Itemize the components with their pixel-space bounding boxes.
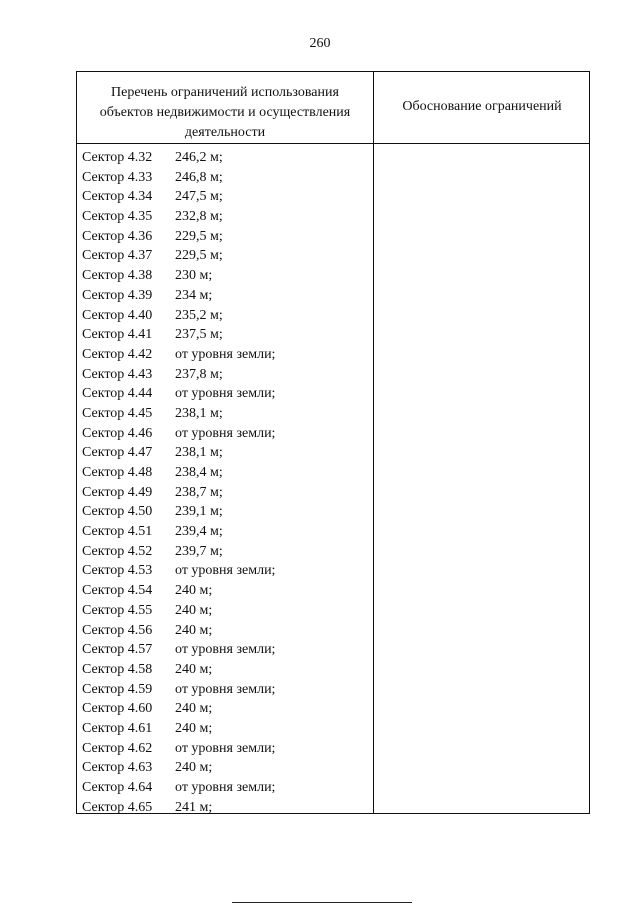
- sector-label: Сектор 4.38: [82, 268, 153, 284]
- table-row: [77, 266, 373, 286]
- table-row: [77, 522, 373, 542]
- height-restriction-value: 237,8 м;: [175, 366, 223, 382]
- sector-label: Сектор 4.57: [82, 642, 153, 658]
- sector-label: Сектор 4.56: [82, 622, 153, 638]
- height-restriction-value: 246,8 м;: [175, 169, 223, 185]
- height-restriction-value: от уровня земли;: [175, 681, 276, 697]
- height-restriction-value: 229,5 м;: [175, 228, 223, 244]
- table-row: [77, 719, 373, 739]
- sector-label: Сектор 4.32: [82, 150, 153, 165]
- height-restriction-value: 239,7 м;: [175, 543, 223, 559]
- sector-label: Сектор 4.47: [82, 445, 153, 461]
- height-restriction-value: 229,5 м;: [175, 248, 223, 264]
- table-row: [77, 581, 373, 601]
- sector-label: Сектор 4.35: [82, 209, 153, 225]
- table-row: [77, 502, 373, 522]
- sector-label: Сектор 4.40: [82, 307, 153, 323]
- sector-label: Сектор 4.49: [82, 484, 153, 500]
- height-restriction-value: 237,5 м;: [175, 327, 223, 343]
- table-row: [77, 384, 373, 404]
- header-restrictions-list: [77, 83, 373, 143]
- height-restriction-value: 232,8 м;: [175, 209, 223, 225]
- height-restriction-value: 240 м;: [175, 602, 213, 618]
- height-restriction-value: 240 м;: [175, 720, 213, 736]
- sector-label: Сектор 4.36: [82, 228, 153, 244]
- restrictions-table: [76, 71, 590, 814]
- height-restriction-value: 240 м;: [175, 760, 213, 776]
- height-restriction-value: от уровня земли;: [175, 780, 276, 795]
- table-row: [77, 561, 373, 581]
- sector-label: Сектор 4.51: [82, 524, 153, 540]
- table-row: [77, 325, 373, 345]
- column-divider: [373, 72, 374, 813]
- height-restriction-value: от уровня земли;: [175, 425, 276, 441]
- scan-edge-line: [232, 902, 412, 903]
- sector-label: Сектор 4.55: [82, 602, 153, 618]
- table-row: [77, 699, 373, 719]
- header-line: объектов недвижимости и осуществления: [99, 105, 351, 120]
- header-justification: Обоснование ограничений: [402, 99, 562, 114]
- height-restriction-value: от уровня земли;: [175, 563, 276, 579]
- sector-label: Сектор 4.48: [82, 465, 153, 480]
- sector-label: Сектор 4.64: [82, 780, 153, 795]
- sector-label: Сектор 4.42: [82, 346, 153, 362]
- height-restriction-value: 241 м;: [175, 799, 213, 815]
- sector-label: Сектор 4.65: [82, 799, 153, 815]
- header-line: деятельности: [184, 125, 266, 140]
- table-row: [77, 483, 373, 503]
- sector-label: Сектор 4.54: [82, 583, 153, 599]
- height-restriction-value: 239,1 м;: [175, 504, 223, 520]
- table-row: [77, 640, 373, 660]
- height-restriction-value: от уровня земли;: [175, 346, 276, 362]
- table-row: [77, 365, 373, 385]
- table-row: [77, 798, 373, 818]
- height-restriction-value: 230 м;: [175, 268, 213, 284]
- sector-label: Сектор 4.63: [82, 760, 153, 776]
- height-restriction-value: 234 м;: [175, 287, 213, 303]
- height-restriction-value: 238,7 м;: [175, 484, 223, 500]
- height-restriction-value: от уровня земли;: [175, 386, 276, 402]
- sector-label: Сектор 4.34: [82, 189, 153, 205]
- table-row: [77, 542, 373, 562]
- table-row: [77, 187, 373, 207]
- height-restriction-value: 246,2 м;: [175, 150, 223, 165]
- sector-label: Сектор 4.53: [82, 563, 153, 579]
- sector-label: Сектор 4.39: [82, 287, 153, 303]
- table-row: [77, 246, 373, 266]
- sector-label: Сектор 4.44: [82, 386, 153, 402]
- height-restriction-value: от уровня земли;: [175, 642, 276, 658]
- table-row: [77, 168, 373, 188]
- height-restriction-value: 238,1 м;: [175, 405, 223, 421]
- sector-label: Сектор 4.33: [82, 169, 153, 185]
- sector-label: Сектор 4.61: [82, 720, 153, 736]
- height-restriction-value: 238,4 м;: [175, 465, 223, 480]
- table-row: [77, 286, 373, 306]
- table-row: [77, 345, 373, 365]
- sector-label: Сектор 4.59: [82, 681, 153, 697]
- table-row: [77, 660, 373, 680]
- sector-label: Сектор 4.60: [82, 701, 153, 717]
- table-row: [77, 739, 373, 759]
- sector-label: Сектор 4.62: [82, 740, 153, 756]
- sector-label: Сектор 4.43: [82, 366, 153, 382]
- table-row: [77, 621, 373, 641]
- header-line: Перечень ограничений использования: [111, 85, 339, 100]
- sector-label: Сектор 4.50: [82, 504, 153, 520]
- table-row: [77, 778, 373, 798]
- table-header: [77, 72, 589, 144]
- height-restriction-value: 240 м;: [175, 701, 213, 717]
- table-row: [77, 306, 373, 326]
- page-number: 260: [309, 36, 331, 51]
- sector-label: Сектор 4.58: [82, 661, 153, 677]
- table-row: [77, 148, 373, 168]
- sector-label: Сектор 4.41: [82, 327, 153, 343]
- height-restriction-value: 238,1 м;: [175, 445, 223, 461]
- height-restriction-value: 240 м;: [175, 583, 213, 599]
- table-row: [77, 443, 373, 463]
- table-row: [77, 463, 373, 483]
- table-row: [77, 404, 373, 424]
- sector-label: Сектор 4.52: [82, 543, 153, 559]
- sector-label: Сектор 4.46: [82, 425, 153, 441]
- height-restriction-value: 235,2 м;: [175, 307, 223, 323]
- height-restriction-value: от уровня земли;: [175, 740, 276, 756]
- table-row: [77, 601, 373, 621]
- height-restriction-value: 240 м;: [175, 622, 213, 638]
- height-restriction-value: 247,5 м;: [175, 189, 223, 205]
- table-row: [77, 680, 373, 700]
- table-row: [77, 424, 373, 444]
- height-restriction-value: 239,4 м;: [175, 524, 223, 540]
- table-row: [77, 227, 373, 247]
- height-restriction-value: 240 м;: [175, 661, 213, 677]
- table-row: [77, 207, 373, 227]
- sector-label: Сектор 4.37: [82, 248, 153, 264]
- table-row: [77, 758, 373, 778]
- sector-label: Сектор 4.45: [82, 405, 153, 421]
- table-body: [77, 148, 373, 817]
